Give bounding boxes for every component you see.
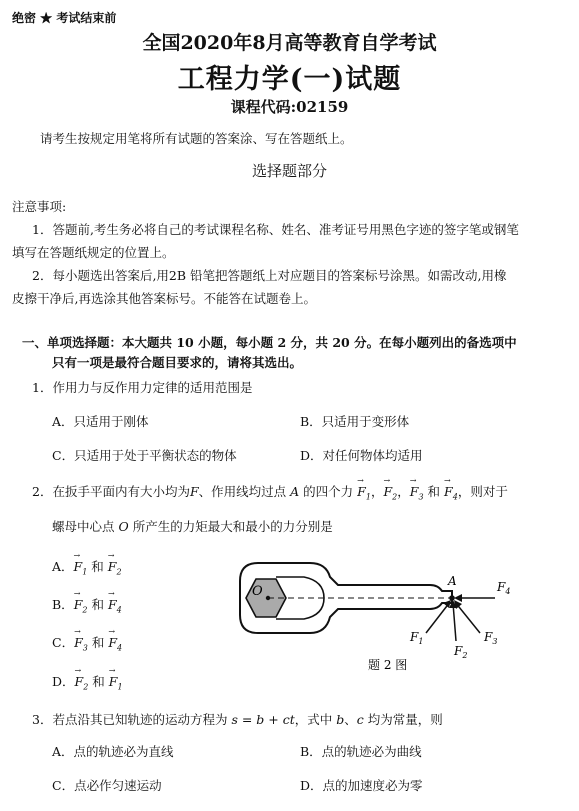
note-1-line-2: 填写在答题纸规定的位置上。: [12, 245, 175, 260]
note-2-line-2: 皮擦干净后,再选涂其他答案标号。不能答在试题卷上。: [12, 291, 316, 306]
q1-option-c: C．只适用于处于平衡状态的物体: [52, 448, 237, 463]
notes-heading: 注意事项:: [12, 199, 67, 214]
section-title: 选择题部分: [251, 162, 327, 180]
confidential-label: 绝密 ★ 考试结束前: [12, 11, 117, 25]
label-o: O: [252, 584, 263, 599]
q1-option-d: D．对任何物体均适用: [300, 448, 423, 463]
q2-option-c: C．→ $F_3$ 和 → $F_4$: [52, 633, 122, 653]
q1-option-a: A．只适用于刚体: [52, 414, 149, 429]
exam-title: 全国2020年8月高等教育自学考试: [142, 32, 437, 54]
figure-caption: 题 2 图: [368, 658, 408, 672]
q3-option-b: B．点的轨迹必为曲线: [300, 744, 422, 759]
q2-wrench-figure: [230, 555, 530, 685]
q2-stem-line-1: 2．在扳手平面内有大小均为F、作用线均过点 A 的四个力 → $F_1$，→ $F_2$，→ $F_3$ 和 → $F_4$，则对于: [32, 482, 508, 502]
q2-stem-mid: 、作用线均过点: [198, 484, 287, 499]
q3-equation: s = b + ct: [231, 712, 295, 727]
q2-force-symbol: F: [189, 484, 199, 499]
q2-stem-mid2: 的四个力: [303, 484, 354, 499]
q3-option-d: D．点的加速度必为零: [300, 778, 423, 793]
note-2-line-1: 2．每小题选出答案后,用2B 铅笔把答题纸上对应题目的答案标号涂黑。如需改动,用橡: [32, 268, 507, 283]
q3-stem: 3．若点沿其已知轨迹的运动方程为 s = b + ct，式中 b、c 均为常量，则: [32, 712, 443, 727]
q2-stem-suffix: ，则对于: [457, 484, 508, 499]
q2-force-f4: → $F_4$: [444, 484, 458, 502]
q1-stem: 1．作用力与反作用力定律的适用范围是: [32, 380, 253, 395]
q2-option-d: D．→ $F_2$ 和 → $F_1$: [52, 672, 123, 692]
subject-title: 工程力学(一)试题: [177, 64, 402, 95]
q2-point-o: O: [118, 519, 129, 534]
part1-heading-line-2: 只有一项是最符合题目要求的，请将其选出。: [52, 355, 303, 370]
q3-option-c: C．点必作匀速运动: [52, 778, 162, 793]
q2-stem-prefix: 2．在扳手平面内有大小均为: [32, 484, 190, 499]
q2-force-f1: → $F_1$: [357, 484, 371, 502]
q2-point-a: A: [290, 484, 300, 499]
label-f3: $F_3$: [484, 630, 498, 646]
force-f2-line: [453, 603, 456, 641]
q3-option-a: A．点的轨迹必为直线: [52, 744, 174, 759]
note-1-line-1: 1．答题前,考生务必将自己的考试课程名称、姓名、准考证号用黑色字迹的签字笔或钢笔: [32, 222, 519, 237]
q2-stem-line-2: 螺母中心点 O 所产生的力矩最大和最小的力分别是: [52, 519, 333, 534]
q1-option-b: B．只适用于变形体: [300, 414, 410, 429]
q2-force-f2: → $F_2$: [383, 484, 397, 502]
instruction: 请考生按规定用笔将所有试题的答案涂、写在答题纸上。: [40, 131, 353, 146]
label-a: A: [448, 574, 457, 588]
q2-option-a: A．→ $F_1$ 和 → $F_2$: [52, 557, 122, 577]
q2-option-b: B．→ $F_2$ 和 → $F_4$: [52, 595, 122, 615]
label-f2: $F_2$: [454, 644, 468, 660]
point-a-dot: [449, 595, 455, 601]
label-f4: $F_4$: [497, 580, 511, 596]
q2-force-f3: → $F_3$: [410, 484, 424, 502]
part1-heading-line-1: 一、单项选择题：本大题共 10 小题，每小题 2 分，共 20 分。在每小题列出的备选项中: [22, 335, 517, 350]
label-f1: $F_1$: [410, 630, 424, 646]
course-code: 课程代码:02159: [230, 98, 349, 116]
